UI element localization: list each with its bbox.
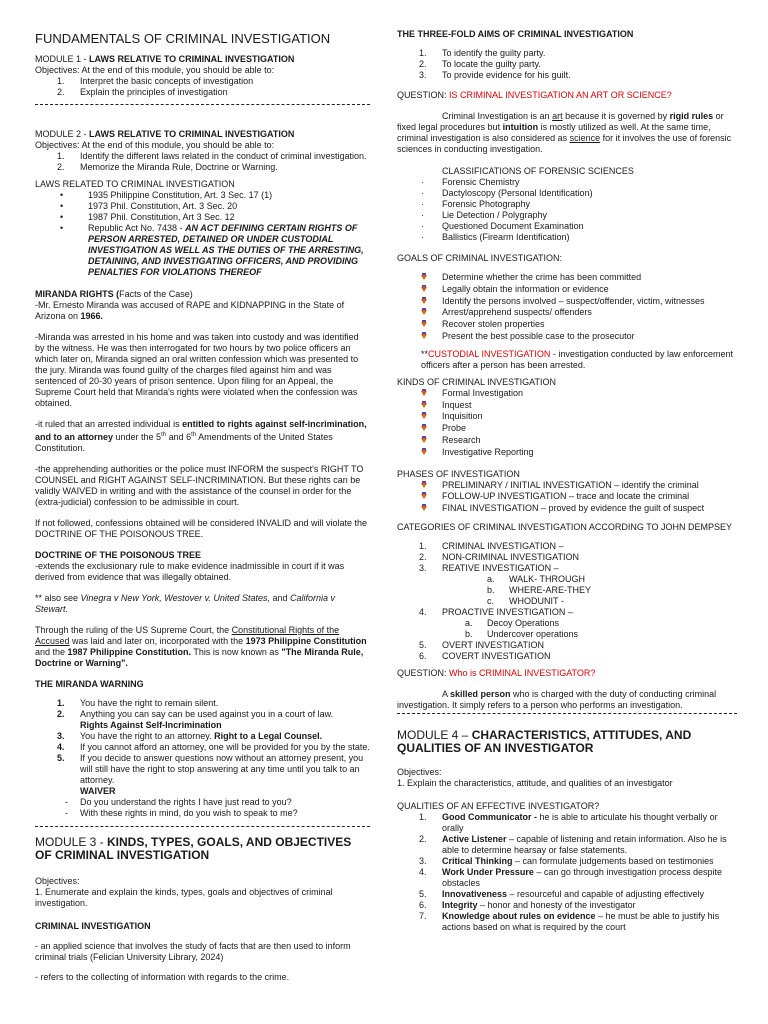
list-item: Recover stolen properties	[397, 319, 737, 331]
module4-objective-1: 1. Explain the characteristics, attitude, and qualities of an investigator	[397, 777, 673, 788]
miranda-p1: -Mr. Ernesto Miranda was accused of RAPE and KIDNAPPING in the State of Arizona on 1966.	[35, 300, 345, 321]
list-item: Inquisition	[397, 411, 737, 423]
question2: QUESTION: Who is CRIMINAL INVESTIGATOR?	[397, 667, 596, 678]
warning-list	[35, 698, 370, 797]
list-item: 7. Knowledge about rules on evidence – he must be able to justify his actions based on what is required by the court	[419, 910, 720, 932]
module4-heading: MODULE 4 – CHARACTERISTICS, ATTITUDES, AND QUALITIES OF AN INVESTIGATOR	[397, 727, 692, 755]
module2-list	[35, 151, 370, 173]
module1-objectives: Objectives: At the end of this module, you should be able to:	[35, 65, 275, 75]
arrow-bullet-icon	[421, 285, 427, 293]
list-item: · Lie Detection / Polygraphy	[397, 210, 737, 221]
arrow-bullet-icon	[421, 448, 427, 456]
arrow-bullet-icon	[421, 332, 427, 340]
list-item: · Forensic Chemistry	[397, 177, 737, 188]
arrow-bullet-icon	[421, 297, 427, 305]
module3-objective-1: 1. Enumerate and explain the kinds, types, goals and objectives of criminal investigation.	[35, 887, 333, 908]
arrow-bullet-icon	[421, 273, 427, 281]
threefold-heading: THE THREE-FOLD AIMS OF CRIMINAL INVESTIGATION	[397, 29, 634, 39]
list-item: Probe	[397, 423, 737, 435]
phases-heading: PHASES OF INVESTIGATION	[397, 468, 520, 479]
phases-list	[397, 480, 737, 515]
list-item: • 1987 Phil. Constitution, Art 3 Sec. 12	[35, 212, 370, 223]
list-item: 2. NON-CRIMINAL INVESTIGATION	[419, 551, 580, 562]
right-column	[397, 29, 737, 933]
list-item: a. Decoy Operations	[465, 617, 560, 628]
section-divider	[397, 713, 737, 714]
kinds-heading: KINDS OF CRIMINAL INVESTIGATION	[397, 376, 557, 387]
miranda-p3: -it ruled that an arrested individual is entitled to rights against self-incrimination, and to an attorney under the 5th and 6th Amendments of the United States Constitution.	[35, 419, 367, 453]
miranda-p2: -Miranda was arrested in his home and was taken into custody and was identified by the witness. He was then interrogated for two hours by two police officers an which later on, Miranda signed an oral written confession which was presented to the jury. Miranda was found guilty of the charges filed against him and was sentenced of 20-30 years of prison sentence. Upon filing for an Appeal, the Supreme Court held that Miranda's rights were violated when the confession was obtained.	[35, 332, 359, 408]
list-item: 6. Integrity – honor and honesty of the investigator	[419, 899, 636, 910]
list-item: · Forensic Photography	[397, 199, 737, 210]
list-item: 3. You have the right to an attorney. Right to a Legal Counsel.	[57, 731, 323, 741]
laws-heading: LAWS RELATED TO CRIMINAL INVESTIGATION	[35, 179, 235, 189]
warning-heading: THE MIRANDA WARNING	[35, 679, 144, 689]
list-item: c. WHODUNIT -	[487, 595, 564, 606]
list-item: 3. To provide evidence for his guilt.	[419, 70, 571, 80]
doctrine-heading: DOCTRINE OF THE POISONOUS TREE	[35, 550, 202, 560]
list-item: 4. If you cannot afford an attorney, one will be provided for you by the state.	[57, 742, 370, 752]
categories-sub3	[397, 574, 737, 607]
goals-heading: GOALS OF CRIMINAL INVESTIGATION:	[397, 253, 563, 263]
list-item: 6. COVERT INVESTIGATION	[419, 650, 551, 661]
arrow-bullet-icon	[421, 389, 427, 397]
list-item: 4. Work Under Pressure – can go through investigation process despite obstacles	[419, 866, 722, 888]
threefold-list	[397, 48, 737, 81]
list-item: 1. Identify the different laws related in the conduct of criminal investigation.	[57, 151, 367, 161]
doctrine-p3: Through the ruling of the US Supreme Court, the Constitutional Rights of the Accused was laid and later on, incorporated with the 1973 Philippine Constitution and the 1987 Philippine Constitution. This is now known as "The Miranda Rule, Doctrine or Warning".	[35, 625, 367, 668]
categories-sub4	[397, 618, 737, 640]
categories-tail	[397, 640, 737, 662]
arrow-bullet-icon	[421, 492, 427, 500]
list-item: 3. Critical Thinking – can formulate judgements based on testimonies	[419, 855, 714, 866]
list-item: Investigative Reporting	[397, 447, 737, 459]
doctrine-p1: -extends the exclusionary rule to make evidence inadmissible in court if it was derived from evidence that was illegally obtained.	[35, 561, 345, 582]
qualities-heading: QUALITIES OF AN EFFECTIVE INVESTIGATOR?	[397, 800, 600, 811]
list-item: 2. Active Listener – capable of listening and retain information. Also he is able to determine hearsay or false statements.	[419, 833, 727, 855]
categories-heading: CATEGORIES OF CRIMINAL INVESTIGATION ACCORDING TO JOHN DEMPSEY	[397, 521, 733, 532]
left-column	[35, 0, 370, 983]
list-item: Inquest	[397, 400, 737, 412]
list-item: 1. You have the right to remain silent.	[57, 698, 219, 708]
list-item: 2. To locate the guilty party.	[419, 59, 541, 69]
arrow-bullet-icon	[421, 412, 427, 420]
section-divider	[35, 104, 370, 105]
list-item: - Do you understand the rights I have just read to you?	[65, 797, 292, 807]
list-item: 4. PROACTIVE INVESTIGATION –	[419, 606, 573, 617]
list-item: 5. Innovativeness – resourceful and capable of adjusting effectively	[419, 888, 704, 899]
list-item: 3. REATIVE INVESTIGATION –	[419, 562, 559, 573]
ci-heading: CRIMINAL INVESTIGATION	[35, 921, 151, 931]
list-item: Determine whether the crime has been committed	[397, 272, 737, 284]
arrow-bullet-icon	[421, 504, 427, 512]
list-item: PRELIMINARY / INITIAL INVESTIGATION – identify the criminal	[397, 480, 737, 492]
goals-list	[397, 272, 737, 343]
list-item: b. WHERE-ARE-THEY	[487, 584, 592, 595]
list-item: · Questioned Document Examination	[397, 221, 737, 232]
page-title: FUNDAMENTALS OF CRIMINAL INVESTIGATION	[35, 31, 331, 46]
list-item: 1. CRIMINAL INVESTIGATION –	[419, 540, 564, 551]
question2-answer: A skilled person who is charged with the duty of conducting criminal investigation. It simply refers to a person who performs an investigation.	[397, 688, 717, 710]
miranda-p5: If not followed, confessions obtained will be considered INVALID and will violate the DOCTRINE OF THE POISONOUS TREE.	[35, 518, 368, 539]
list-item: 2. Memorize the Miranda Rule, Doctrine or Warning.	[57, 162, 278, 172]
ci-p1: - an applied science that involves the study of facts that are then used to inform criminal trials (Felician University Library, 2024)	[35, 941, 351, 962]
list-item: - With these rights in mind, do you wish to speak to me?	[65, 808, 298, 818]
list-item: 5. OVERT INVESTIGATION	[419, 639, 545, 650]
list-item: Present the best possible case to the prosecutor	[397, 331, 737, 343]
list-item: 2. Explain the principles of investigation	[57, 87, 228, 97]
list-item: FOLLOW-UP INVESTIGATION – trace and locate the criminal	[397, 491, 737, 503]
categories-item4	[397, 607, 737, 618]
list-item: 1. To identify the guilty party.	[419, 48, 546, 58]
question1: QUESTION: IS CRIMINAL INVESTIGATION AN ART OR SCIENCE?	[397, 90, 672, 100]
list-item: Legally obtain the information or evidence	[397, 284, 737, 296]
forensic-heading: CLASSIFICATIONS OF FORENSIC SCIENCES	[442, 166, 634, 176]
arrow-bullet-icon	[421, 481, 427, 489]
list-item: 5. If you decide to answer questions now without an attorney present, you will still have the right to stop answering at any time until you talk to an attorney. WAIVER	[57, 753, 364, 796]
miranda-heading: MIRANDA RIGHTS (Facts of the Case)	[35, 289, 193, 299]
module1-heading: MODULE 1 - LAWS RELATIVE TO CRIMINAL INVESTIGATION	[35, 54, 295, 64]
module3-objectives: Objectives:	[35, 876, 80, 886]
arrow-bullet-icon	[421, 320, 427, 328]
list-item: a. WALK- THROUGH	[487, 573, 586, 584]
list-item: FINAL INVESTIGATION – proved by evidence the guilt of suspect	[397, 503, 737, 515]
miranda-p4: -the apprehending authorities or the police must INFORM the suspect's RIGHT TO COUNSEL and RIGHT AGAINST SELF-INCRIMINATION. But these rights can be validly WAIVED in writing and with the assistance of the counsel in order for the (extra-judicial) confession to be admissible in court.	[35, 464, 364, 507]
question1-answer: Criminal Investigation is an art because it is governed by rigid rules or fixed legal procedures but intuition is mostly utilized as well. At the same time, criminal investigation is also considered as science for it involves the use of forensic sciences in conducting investigation.	[397, 111, 732, 154]
module3-heading: MODULE 3 - KINDS, TYPES, GOALS, AND OBJECTIVES OF CRIMINAL INVESTIGATION	[35, 835, 352, 862]
list-item: Research	[397, 435, 737, 447]
list-item: · Dactyloscopy (Personal Identification)	[397, 188, 737, 199]
laws-list	[35, 190, 370, 278]
arrow-bullet-icon	[421, 436, 427, 444]
module2-objectives: Objectives: At the end of this module, you should be able to:	[35, 140, 275, 150]
list-item: Identify the persons involved – suspect/offender, victim, witnesses	[397, 296, 737, 308]
list-item: 2. Anything you can say can be used against you in a court of law. Rights Against Self-Incrimination	[57, 709, 334, 730]
forensic-list	[397, 177, 737, 243]
module2-heading: MODULE 2 - LAWS RELATIVE TO CRIMINAL INVESTIGATION	[35, 129, 295, 139]
list-item: • 1973 Phil. Constitution, Art. 3 Sec. 20	[35, 201, 370, 212]
waiver-list	[35, 797, 370, 819]
arrow-bullet-icon	[421, 401, 427, 409]
categories-list	[397, 541, 737, 574]
ci-p2: - refers to the collecting of information with regards to the crime.	[35, 972, 290, 982]
arrow-bullet-icon	[421, 424, 427, 432]
list-item: Formal Investigation	[397, 388, 737, 400]
list-item: • Republic Act No. 7438 - AN ACT DEFINING CERTAIN RIGHTS OF PERSON ARRESTED, DETAINED OR UNDER CUSTODIAL INVESTIGATION AS WELL AS THE DUTIES OF THE ARRESTING, DETAINING, AND INVESTIGATING OFFICERS, AND PROVIDING PENALTIES FOR VIOLATIONS THEREOF	[35, 223, 370, 278]
list-item: b. Undercover operations	[465, 628, 579, 639]
list-item: • 1935 Philippine Constitution, Art. 3 Sec. 17 (1)	[35, 190, 370, 201]
section-divider	[35, 826, 370, 827]
list-item: · Ballistics (Firearm Identification)	[397, 232, 737, 243]
module1-list	[35, 76, 370, 98]
list-item: 1. Good Communicator - he is able to articulate his thought verbally or orally	[419, 811, 718, 833]
list-item: 1. Interpret the basic concepts of investigation	[57, 76, 254, 86]
kinds-list	[397, 388, 737, 459]
arrow-bullet-icon	[421, 308, 427, 316]
qualities-list	[397, 812, 737, 933]
list-item: Arrest/apprehend suspects/ offenders	[397, 307, 737, 319]
module4-objectives: Objectives:	[397, 766, 442, 777]
custodial-note: **CUSTODIAL INVESTIGATION - investigation conducted by law enforcement officers after a person has been arrested.	[421, 348, 733, 370]
doctrine-p2: ** also see Vinegra v New York, Westover v. United States, and California v Stewart.	[35, 593, 336, 614]
